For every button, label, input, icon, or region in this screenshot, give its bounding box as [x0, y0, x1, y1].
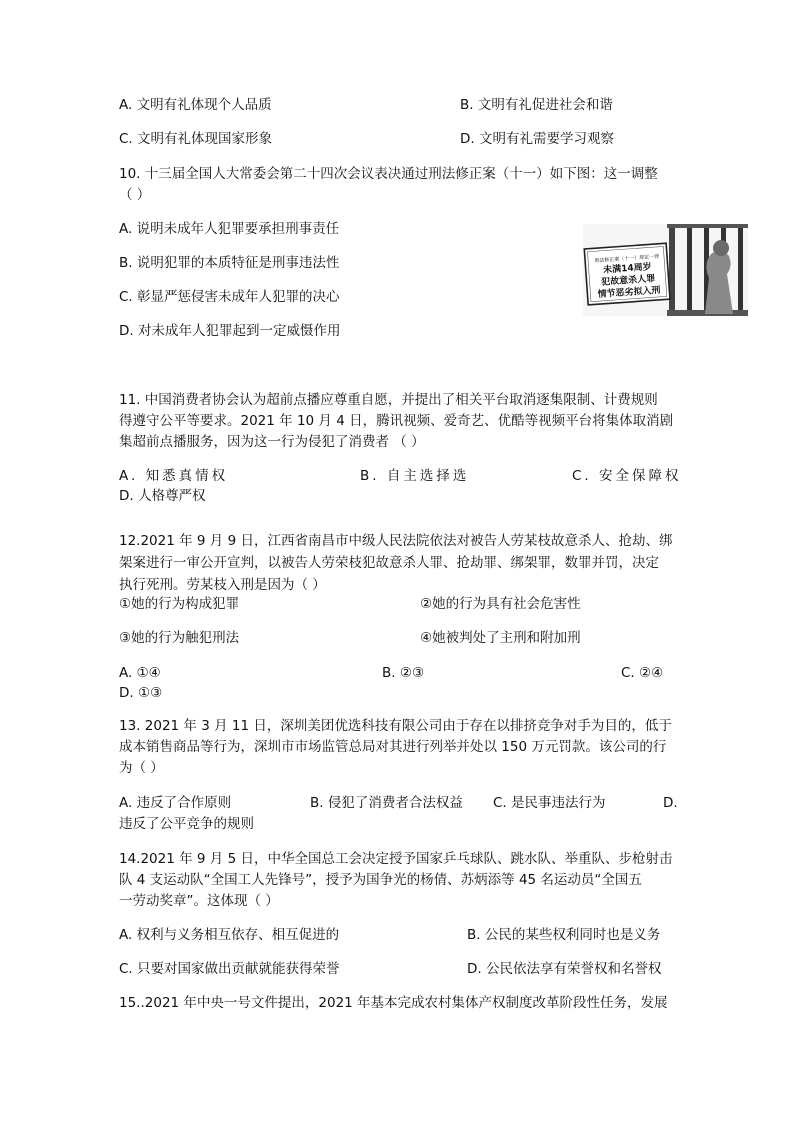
q9-option-c[interactable]: C. 文明有礼体现国家形象: [119, 131, 273, 147]
q14-option-d[interactable]: D. 公民依法享有荣誉权和名誉权: [467, 961, 662, 977]
q10-sign-line-1: 未满14周岁: [602, 262, 652, 276]
q14-stem-line-1: 14.2021 年 9 月 5 日，中华全国总工会决定授予国家乒乓球队、跳水队、举重队、步枪射击: [119, 851, 673, 867]
q12-option-a[interactable]: A. ①④: [119, 665, 161, 681]
q14-option-c[interactable]: C. 只要对国家做出贡献就能获得荣誉: [119, 961, 340, 977]
q9-option-b[interactable]: B. 文明有礼促进社会和谐: [460, 97, 613, 113]
q12-statement-2: ②她的行为具有社会危害性: [420, 596, 581, 612]
q14-stem-line-2: 队 4 支运动队“全国工人先锋号”，授予为国争光的杨倩、苏炳添等 45 名运动员“全国五: [119, 872, 642, 888]
q13-stem-line-2: 成本销售商品等行为，深圳市市场监管总局对其进行列举并处以 150 万元罚款。该公司的行: [119, 739, 667, 755]
q13-option-c[interactable]: C. 是民事违法行为: [493, 795, 606, 811]
q10-sign-line-2: 犯故意杀人罪: [600, 274, 656, 288]
q11-stem-line-3: 集超前点播服务，因为这一行为侵犯了消费者 （ ）: [119, 434, 425, 450]
q10-sign-header: 刑法修正案（十一）规定一律: [594, 253, 660, 265]
q10-sign-text: [588, 252, 669, 301]
q14-option-b[interactable]: B. 公民的某些权利同时也是义务: [467, 927, 661, 943]
q12-stem-line-3: 执行死刑。劳某枝入刑是因为（ ）: [119, 577, 326, 593]
q10-option-a[interactable]: A. 说明未成年人犯罪要承担刑事责任: [119, 221, 340, 237]
q12-option-c[interactable]: C. ②④: [621, 665, 664, 681]
q10-answer-blank: （ ）: [119, 187, 151, 203]
q10-option-c[interactable]: C. 彰显严惩侵害未成年人犯罪的决心: [119, 289, 340, 305]
q12-statement-4: ④她被判处了主刑和附加刑: [420, 630, 581, 646]
q9-option-a[interactable]: A. 文明有礼体现个人品质: [119, 97, 272, 113]
q11-option-d[interactable]: D. 人格尊严权: [119, 488, 206, 504]
q13-option-a[interactable]: A. 违反了合作原则: [119, 795, 232, 811]
q11-option-c[interactable]: C. 安全保障权: [572, 468, 682, 484]
q14-stem-line-3: 一劳动奖章”。这体现（ ）: [119, 893, 279, 909]
q12-option-b[interactable]: B. ②③: [382, 665, 425, 681]
q12-stem-line-2: 架案进行一审公开宣判，以被告人劳荣枝犯故意杀人罪、抢劫罪、绑架罪，数罪并罚，决定: [119, 555, 659, 571]
q10-option-b[interactable]: B. 说明犯罪的本质特征是刑事违法性: [119, 255, 340, 271]
q10-option-d[interactable]: D. 对未成年人犯罪起到一定威慑作用: [119, 323, 341, 339]
q13-stem-line-3: 为（ ）: [119, 760, 164, 776]
q9-option-d[interactable]: D. 文明有礼需要学习观察: [460, 131, 614, 147]
q11-option-b[interactable]: B. 自主选择选: [360, 468, 470, 484]
q11-stem-line-1: 11. 中国消费者协会认为超前点播应尊重自愿，并提出了相关平台取消逐集限制、计费规则: [119, 392, 658, 408]
q13-stem-line-1: 13. 2021 年 3 月 11 日，深圳美团优选科技有限公司由于存在以排挤竞争对手为目的，低于: [119, 718, 672, 734]
q12-statement-3: ③她的行为触犯刑法: [119, 630, 240, 646]
q13-option-d-label[interactable]: D.: [663, 795, 678, 811]
q12-statement-1: ①她的行为构成犯罪: [119, 596, 240, 612]
q13-option-b[interactable]: B. 侵犯了消费者合法权益: [310, 795, 463, 811]
q11-stem-line-2: 得遵守公平等要求。2021 年 10 月 4 日，腾讯视频、爱奇艺、优酷等视频平台将集体取消剧: [119, 413, 674, 429]
q12-stem-line-1: 12.2021 年 9 月 9 日，江西省南昌市中级人民法院依法对被告人劳某枝故意杀人、抢劫、绑: [119, 533, 673, 549]
q10-sign-line-3: 情节恶劣拟入刑: [597, 285, 661, 301]
q13-option-d-text[interactable]: 违反了公平竞争的规则: [119, 816, 254, 832]
q15-stem-line-1: 15..2021 年中央一号文件提出，2021 年基本完成农村集体产权制度改革阶段性任务，发展: [119, 995, 668, 1011]
q10-stem: 10. 十三届全国人大常委会第二十四次会议表决通过刑法修正案（十一）如下图：这一调整: [119, 166, 658, 182]
q12-option-d[interactable]: D. ①③: [119, 685, 163, 701]
q14-option-a[interactable]: A. 权利与义务相互依存、相互促进的: [119, 927, 340, 943]
q10-figure-image: [583, 224, 748, 316]
q11-option-a[interactable]: A. 知悉真情权: [119, 468, 229, 484]
